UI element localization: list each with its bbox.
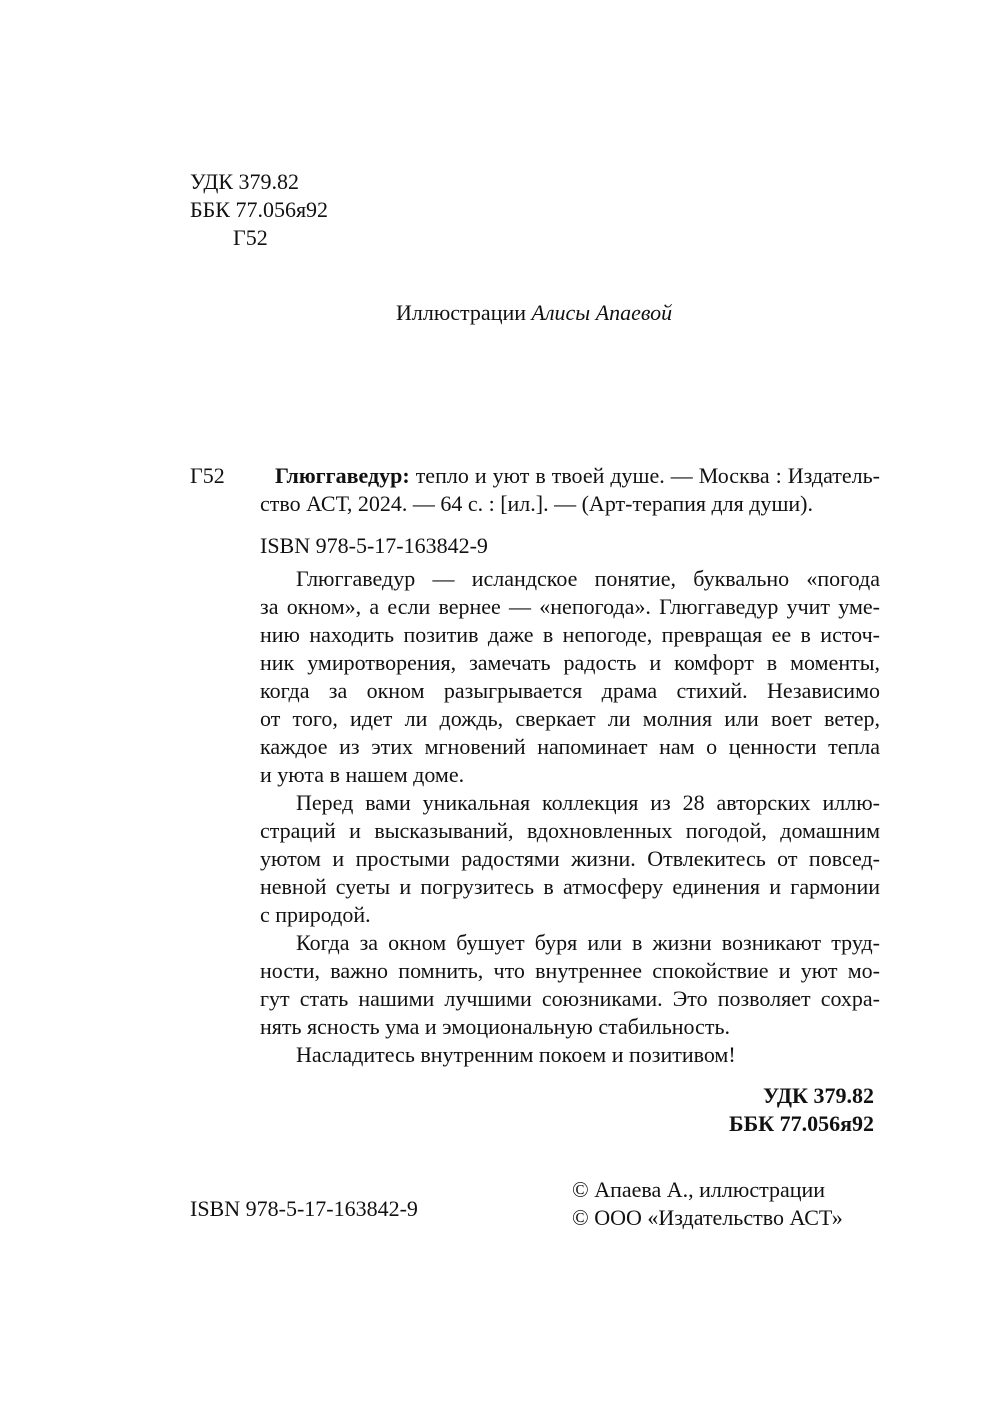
record-code: Г52 [190, 463, 225, 488]
header-bbk: ББК 77.056я92 [190, 197, 329, 222]
illustrations-author: Алисы Апаевой [531, 300, 673, 325]
illustrations-prefix: Иллюстрации [396, 300, 527, 325]
annotation-p1-line: когда за окном разыгрывается драма стихий. Независимо [260, 678, 880, 703]
classification-bbk: ББК 77.056я92 [729, 1111, 874, 1136]
footer-copyright-publisher: © ООО «Издательство АСТ» [572, 1205, 843, 1230]
annotation-p3-line: ности, важно помнить, что внутреннее спокойствие и уют мо- [260, 958, 880, 983]
annotation-p4: Насладитесь внутренним покоем и позитивом! [296, 1042, 736, 1067]
annotation-p3-line: нять ясность ума и эмоциональную стабильность. [260, 1014, 730, 1039]
footer-isbn: ISBN 978-5-17-163842-9 [190, 1196, 418, 1221]
classification-udk: УДК 379.82 [762, 1083, 874, 1108]
record-isbn: ISBN 978-5-17-163842-9 [260, 533, 488, 558]
annotation-p2-line: невной суеты и погрузитесь в атмосферу единения и гармонии [260, 874, 880, 899]
annotation-p3-line: гут стать нашими лучшими союзниками. Это позволяет сохра- [260, 986, 880, 1011]
annotation-p1-line: нию находить позитив даже в непогоде, превращая ее в источ- [260, 622, 880, 647]
header-author-code: Г52 [233, 225, 268, 250]
annotation-p2-line: уютом и простыми радостями жизни. Отвлекитесь от повсед- [260, 846, 880, 871]
record-title-bold: Глюггаведур: [275, 463, 410, 488]
record-title-rest: тепло и уют в твоей душе. — Москва : Издатель- [409, 463, 880, 488]
annotation-p2-line: с природой. [260, 902, 371, 927]
annotation-p1-line: от того, идет ли дождь, сверкает ли молния или воет ветер, [260, 706, 880, 731]
record-line-2: ство АСТ, 2024. — 64 с. : [ил.]. — (Арт-терапия для души). [260, 491, 814, 516]
annotation-p1-line: каждое из этих мгновений напоминает нам о ценности тепла [260, 734, 880, 759]
annotation-p2-line: страций и высказываний, вдохновленных погодой, домашним [260, 818, 880, 843]
annotation-p2-line: Перед вами уникальная коллекция из 28 авторских иллю- [296, 790, 880, 815]
annotation-p3-line: Когда за окном бушует буря или в жизни возникают труд- [296, 930, 880, 955]
annotation-p1-line: Глюггаведур — исландское понятие, буквально «погода [296, 566, 880, 591]
annotation-p1-line: ник умиротворения, замечать радость и комфорт в моменты, [260, 650, 880, 675]
header-udk: УДК 379.82 [190, 169, 300, 194]
annotation-p1-line: за окном», а если вернее — «непогода». Глюггаведур учит уме- [260, 594, 880, 619]
illustrations-credit [396, 299, 672, 327]
record-title-line [275, 462, 880, 490]
footer-copyright-illustrations: © Апаева А., иллюстрации [572, 1177, 826, 1202]
annotation-p1-line: и уюта в нашем доме. [260, 762, 465, 787]
